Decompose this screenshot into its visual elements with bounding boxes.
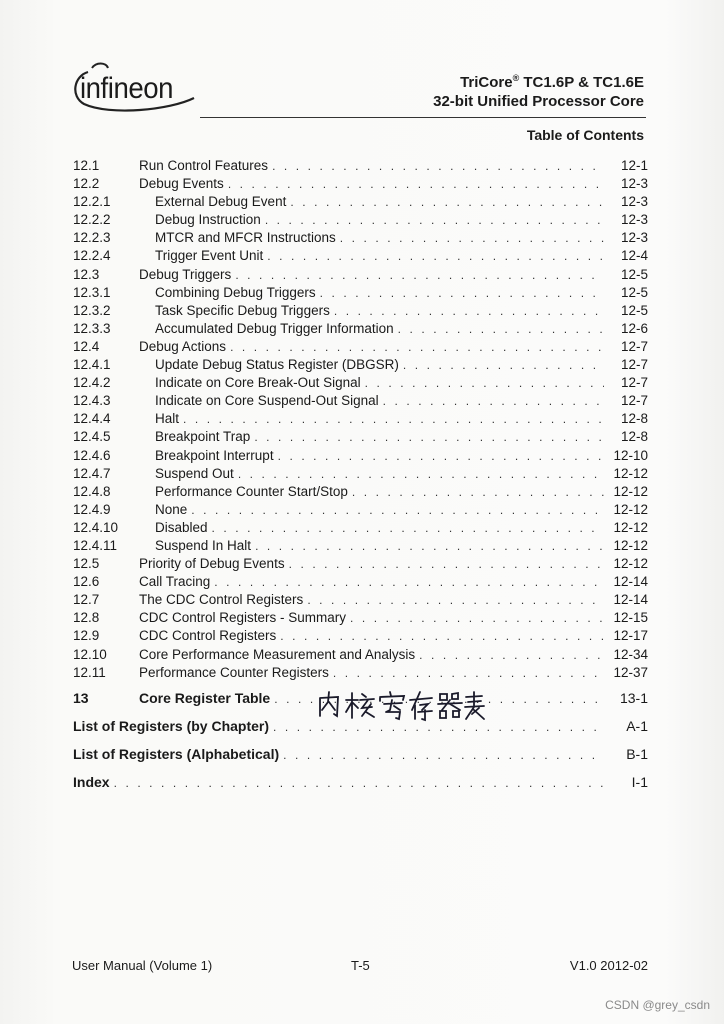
toc-entry-title: CDC Control Registers	[139, 628, 277, 644]
toc-entry-number: 12.2.1	[73, 194, 111, 210]
toc-entry-title: Run Control Features	[139, 158, 269, 173]
toc-entry[interactable]	[73, 627, 648, 645]
toc-entry-title: None	[155, 501, 188, 517]
table-of-contents	[73, 157, 648, 682]
toc-entry-title: Breakpoint Interrupt	[155, 447, 274, 463]
leader-dots	[333, 664, 604, 682]
toc-entry-title: Task Specific Debug Triggers	[155, 302, 330, 318]
toc-entry-page: 12-6	[620, 320, 648, 336]
toc-entry-title: Debug Events	[139, 176, 224, 192]
toc-entry-title: Update Debug Status Register (DBGSR)	[155, 357, 399, 373]
toc-entry-page: 12-17	[613, 628, 648, 644]
toc-entry-number: 12.4.11	[73, 537, 118, 553]
chapter-title: List of Registers (by Chapter)	[73, 718, 270, 734]
toc-entry-title: Suspend Out	[155, 465, 234, 481]
toc-entry[interactable]	[73, 664, 648, 682]
toc-entry[interactable]	[73, 374, 648, 392]
toc-entry[interactable]	[73, 338, 648, 356]
toc-entry[interactable]	[73, 284, 648, 302]
toc-entry-number: 12.2.4	[73, 248, 111, 264]
toc-entry-title: Core Performance Measurement and Analysis	[139, 646, 416, 662]
leader-dots	[398, 320, 604, 338]
toc-entry-page: 12-12	[613, 519, 648, 535]
toc-entry[interactable]	[73, 465, 648, 483]
toc-entry-title: Debug Instruction	[155, 212, 261, 228]
leader-dots	[383, 392, 604, 410]
toc-entry-title: MTCR and MFCR Instructions	[155, 230, 336, 246]
toc-entry-title: Debug Actions	[139, 338, 227, 354]
leader-dots	[235, 266, 604, 284]
toc-entry-number: 12.7	[73, 592, 100, 608]
toc-entry[interactable]	[73, 410, 648, 428]
toc-entry-number: 12.4.2	[73, 375, 111, 391]
toc-entry-number: 12.8	[73, 610, 100, 626]
toc-entry-number: 12.4	[73, 338, 100, 354]
toc-entry-page: 12-12	[613, 465, 648, 481]
toc-entry-page: 12-10	[613, 447, 648, 463]
toc-entry-page: 12-4	[620, 248, 648, 264]
toc-entry-number: 12.3.3	[73, 320, 111, 336]
toc-entry-page: 12-3	[620, 194, 648, 210]
toc-entry-number: 12.4.1	[73, 357, 111, 373]
toc-entry-page: 12-12	[613, 556, 648, 572]
toc-entry-page: 12-7	[620, 375, 648, 391]
toc-entry-page: 12-14	[613, 592, 648, 608]
toc-entry-number: 12.6	[73, 574, 100, 590]
chapter-title: List of Registers (Alphabetical)	[73, 746, 280, 762]
infineon-logo	[70, 58, 200, 118]
leader-dots	[267, 247, 604, 265]
toc-entry-page: 12-7	[620, 393, 648, 409]
leader-dots	[114, 776, 604, 790]
toc-entry-number: 12.2.3	[73, 230, 111, 246]
toc-entry[interactable]	[73, 428, 648, 446]
toc-entry[interactable]	[73, 302, 648, 320]
product-title-name: TriCore	[460, 74, 513, 91]
toc-entry-title: Breakpoint Trap	[155, 429, 251, 445]
toc-entry-number: 12.5	[73, 556, 100, 572]
toc-entry[interactable]	[73, 229, 648, 247]
toc-entry[interactable]	[73, 193, 648, 211]
toc-entry[interactable]	[73, 247, 648, 265]
toc-entry[interactable]	[73, 356, 648, 374]
chapter-page: 13-1	[619, 690, 648, 706]
toc-entry-number: 12.3.1	[73, 284, 111, 300]
header-divider	[200, 117, 646, 118]
toc-entry-page: 12-12	[613, 483, 648, 499]
leader-dots	[278, 447, 604, 465]
footer-page-number: T-5	[351, 958, 370, 973]
toc-entry-title: The CDC Control Registers	[139, 592, 304, 608]
watermark: CSDN @grey_csdn	[605, 998, 710, 1012]
chapter-number: 13	[73, 690, 89, 706]
toc-entry[interactable]	[73, 501, 648, 519]
leader-dots	[238, 465, 604, 483]
toc-entry-page: 12-8	[620, 411, 648, 427]
toc-entry-page: 12-12	[613, 537, 648, 553]
toc-entry[interactable]	[73, 211, 648, 229]
toc-entry-title: CDC Control Registers - Summary	[139, 610, 347, 626]
chapter-title: Index	[73, 774, 110, 790]
toc-entry[interactable]	[73, 646, 648, 664]
toc-entry-page: 12-14	[613, 574, 648, 590]
leader-dots	[320, 284, 604, 302]
toc-entry-page: 12-15	[613, 610, 648, 626]
toc-entry-title: Priority of Debug Events	[139, 556, 285, 572]
toc-entry-title: Call Tracing	[139, 574, 211, 590]
toc-entry-page: 12-8	[620, 429, 648, 445]
chapter-page: A-1	[626, 718, 648, 734]
leader-dots	[350, 609, 604, 627]
leader-dots	[307, 591, 604, 609]
toc-entry-number: 12.9	[73, 628, 100, 644]
toc-entry[interactable]	[73, 447, 648, 465]
toc-entry-page: 12-34	[613, 646, 648, 662]
toc-entry-number: 12.3	[73, 266, 100, 282]
toc-entry[interactable]	[73, 573, 648, 591]
leader-dots	[365, 374, 604, 392]
toc-entry-page: 12-5	[620, 284, 648, 300]
leader-dots	[265, 211, 604, 229]
toc-entry-number: 12.3.2	[73, 302, 111, 318]
logo-text: infineon	[80, 72, 174, 105]
toc-entry[interactable]	[73, 555, 648, 573]
leader-dots	[272, 157, 604, 175]
section-title: Table of Contents	[526, 127, 644, 143]
product-title-models: TC1.6P & TC1.6E	[519, 74, 644, 91]
leader-dots	[340, 229, 604, 247]
toc-entry-title: Performance Counter Registers	[139, 664, 329, 680]
toc-entry-number: 12.4.9	[73, 501, 111, 517]
toc-entry[interactable]	[73, 609, 648, 627]
toc-entry[interactable]	[73, 175, 648, 193]
chapter-title: Core Register Table	[139, 690, 271, 706]
leader-dots	[283, 748, 604, 762]
leader-dots	[273, 720, 604, 734]
leader-dots	[191, 501, 604, 519]
toc-entry-title: Disabled	[155, 519, 208, 535]
toc-entry-page: 12-1	[620, 158, 648, 173]
toc-entry[interactable]	[73, 392, 648, 410]
leader-dots	[183, 410, 604, 428]
leader-dots	[212, 519, 604, 537]
leader-dots	[228, 175, 604, 193]
toc-entry[interactable]	[73, 157, 648, 175]
toc-entry-number: 12.11	[73, 664, 106, 680]
toc-entry-title: Indicate on Core Break-Out Signal	[155, 375, 361, 391]
toc-entry[interactable]	[73, 591, 648, 609]
footer-version: V1.0 2012-02	[569, 958, 648, 973]
toc-entry-page: 12-5	[620, 266, 648, 282]
leader-dots	[280, 627, 604, 645]
toc-entry-number: 12.2.2	[73, 212, 111, 228]
toc-entry[interactable]	[73, 483, 648, 501]
leader-dots	[255, 537, 604, 555]
leader-dots	[352, 483, 604, 501]
toc-entry[interactable]	[73, 519, 648, 537]
toc-entry-page: 12-37	[613, 664, 648, 680]
toc-entry-title: Halt	[155, 411, 180, 427]
toc-entry-title: Combining Debug Triggers	[155, 284, 316, 300]
toc-entry-title: Accumulated Debug Trigger Information	[155, 320, 394, 336]
product-title	[460, 73, 644, 91]
toc-entry-number: 12.2	[73, 176, 100, 192]
toc-entry-page: 12-3	[620, 176, 648, 192]
leader-dots	[214, 573, 604, 591]
leader-dots	[334, 302, 604, 320]
chapter-page: B-1	[626, 746, 648, 762]
toc-entry-number: 12.4.10	[73, 519, 119, 535]
toc-entry-title: Suspend In Halt	[155, 537, 252, 553]
leader-dots	[254, 428, 604, 446]
registered-mark: ®	[512, 73, 520, 83]
toc-entry-number: 12.4.3	[73, 393, 111, 409]
toc-entry-number: 12.4.4	[73, 411, 111, 427]
toc-entry-number: 12.10	[73, 646, 107, 662]
leader-dots	[289, 555, 604, 573]
toc-entry-page: 12-5	[620, 302, 648, 318]
toc-entry-page: 12-7	[620, 338, 648, 354]
toc-entry-title: Debug Triggers	[139, 266, 232, 282]
leader-dots	[419, 646, 604, 664]
toc-entry[interactable]	[73, 266, 648, 284]
toc-entry-title: Indicate on Core Suspend-Out Signal	[155, 393, 379, 409]
product-subtitle: 32-bit Unified Processor Core	[433, 93, 644, 110]
toc-entry-page: 12-7	[620, 357, 648, 373]
toc-entry-page: 12-3	[620, 212, 648, 228]
toc-entry-number: 12.4.6	[73, 447, 111, 463]
toc-entry[interactable]	[73, 320, 648, 338]
toc-entry-title: External Debug Event	[155, 194, 287, 210]
toc-entry-number: 12.4.5	[73, 429, 111, 445]
toc-entry-number: 12.4.7	[73, 465, 111, 481]
leader-dots	[290, 193, 604, 211]
toc-entry-page: 12-3	[620, 230, 648, 246]
toc-entry[interactable]	[73, 537, 648, 555]
footer-manual: User Manual (Volume 1)	[72, 958, 213, 973]
toc-entry-title: Performance Counter Start/Stop	[155, 483, 348, 499]
leader-dots	[403, 356, 604, 374]
toc-entry-number: 12.4.8	[73, 483, 111, 499]
toc-entry-page: 12-12	[613, 501, 648, 517]
toc-entry-title: Trigger Event Unit	[155, 248, 264, 264]
leader-dots	[230, 338, 604, 356]
chapter-entry[interactable]	[73, 774, 648, 794]
chapter-entry[interactable]	[73, 746, 648, 766]
handwritten-note-icon	[316, 688, 486, 722]
chapter-page: I-1	[631, 774, 648, 790]
toc-entry-number: 12.1	[73, 158, 100, 173]
